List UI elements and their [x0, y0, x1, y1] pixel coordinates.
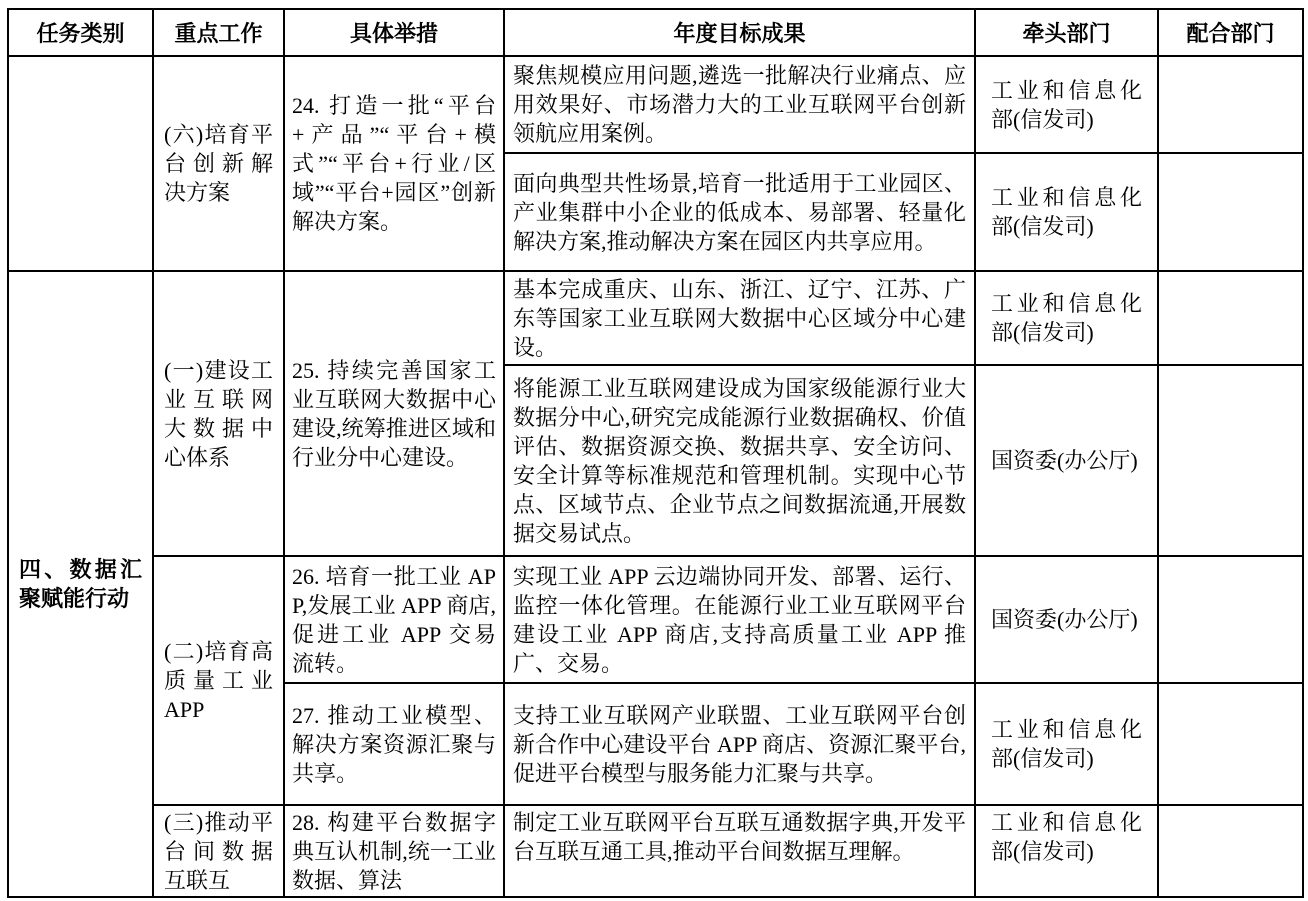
table-row	[8, 556, 1303, 683]
cell-support-5	[1158, 556, 1303, 683]
cell-goal-5: 实现工业 APP 云边端协同开发、部署、运行、监控一体化管理。在能源行业工业互联网平台建设工业 APP 商店,支持高质量工业 APP 推广、交易。	[504, 556, 975, 683]
cell-key-work-2: (二)培育高质量工业 APP	[153, 556, 284, 805]
cell-support-1	[1158, 56, 1303, 153]
cell-lead-6: 工业和信息化部(信发司)	[975, 683, 1158, 805]
cell-goal-1: 聚焦规模应用问题,遴选一批解决行业痛点、应用效果好、市场潜力大的工业互联网平台创新领航应用案例。	[504, 56, 975, 153]
lead-7-text: 工业和信息化部(信发司)	[991, 810, 1142, 864]
cell-measure-27: 27. 推动工业模型、解决方案资源汇聚与共享。	[284, 683, 504, 805]
table-row	[8, 805, 1303, 897]
table-row	[8, 56, 1303, 153]
cell-support-6	[1158, 683, 1303, 805]
cell-key-work-6: (六)培育平台创新解决方案	[153, 56, 284, 271]
cell-goal-3: 基本完成重庆、山东、浙江、辽宁、江苏、广东等国家工业互联网大数据中心区域分中心建设。	[504, 271, 975, 365]
header-row	[8, 9, 1303, 56]
cell-lead-4: 国资委(办公厅)	[975, 365, 1158, 556]
col-header-measures: 具体举措	[284, 9, 504, 56]
cell-support-3	[1158, 271, 1303, 365]
key-work-3-text: (三)推动平台间数据互联互	[164, 810, 273, 893]
cell-task-category-prev	[8, 56, 153, 271]
cell-support-7	[1158, 805, 1303, 897]
cell-lead-2: 工业和信息化部(信发司)	[975, 153, 1158, 271]
cell-lead-1: 工业和信息化部(信发司)	[975, 56, 1158, 153]
cell-measure-24: 24. 打造一批“平台+产品”“平台+模式”“平台+行业/区域”“平台+园区”创新解决方案。	[284, 56, 504, 271]
cell-support-4	[1158, 365, 1303, 556]
cell-goal-7	[504, 805, 975, 897]
cell-support-2	[1158, 153, 1303, 271]
col-header-lead-department: 牵头部门	[975, 9, 1158, 56]
cell-measure-28	[284, 805, 504, 897]
cell-lead-5: 国资委(办公厅)	[975, 556, 1158, 683]
plan-table	[7, 8, 1304, 898]
measure-28-text: 28. 构建平台数据字典互认机制,统一工业数据、算法	[292, 810, 496, 893]
cell-lead-7	[975, 805, 1158, 897]
cell-measure-26: 26. 培育一批工业 APP,发展工业 APP 商店,促进工业 APP 交易流转。	[284, 556, 504, 683]
cell-lead-3: 工业和信息化部(信发司)	[975, 271, 1158, 365]
col-header-support-department: 配合部门	[1158, 9, 1303, 56]
cell-task-category-4: 四、数据汇聚赋能行动	[8, 271, 153, 897]
col-header-key-work: 重点工作	[153, 9, 284, 56]
cell-goal-6: 支持工业互联网产业联盟、工业互联网平台创新合作中心建设平台 APP 商店、资源汇聚平台,促进平台模型与服务能力汇聚与共享。	[504, 683, 975, 805]
cell-goal-2: 面向典型共性场景,培育一批适用于工业园区、产业集群中小企业的低成本、易部署、轻量化解决方案,推动解决方案在园区内共享应用。	[504, 153, 975, 271]
col-header-task-category: 任务类别	[8, 9, 153, 56]
col-header-annual-goals: 年度目标成果	[504, 9, 975, 56]
cell-key-work-1: (一)建设工业互联网大数据中心体系	[153, 271, 284, 556]
cell-measure-25: 25. 持续完善国家工业互联网大数据中心建设,统筹推进区域和行业分中心建设。	[284, 271, 504, 556]
cell-key-work-3	[153, 805, 284, 897]
table-row	[8, 271, 1303, 365]
cell-goal-4: 将能源工业互联网建设成为国家级能源行业大数据分中心,研究完成能源行业数据确权、价值评估、数据资源交换、数据共享、安全访问、安全计算等标准规范和管理机制。实现中心节点、区域节点、企业节点之间数据流通,开展数据交易试点。	[504, 365, 975, 556]
goal-7-text: 制定工业互联网平台互联互通数据字典,开发平台互联互通工具,推动平台间数据互理解。	[513, 810, 966, 864]
